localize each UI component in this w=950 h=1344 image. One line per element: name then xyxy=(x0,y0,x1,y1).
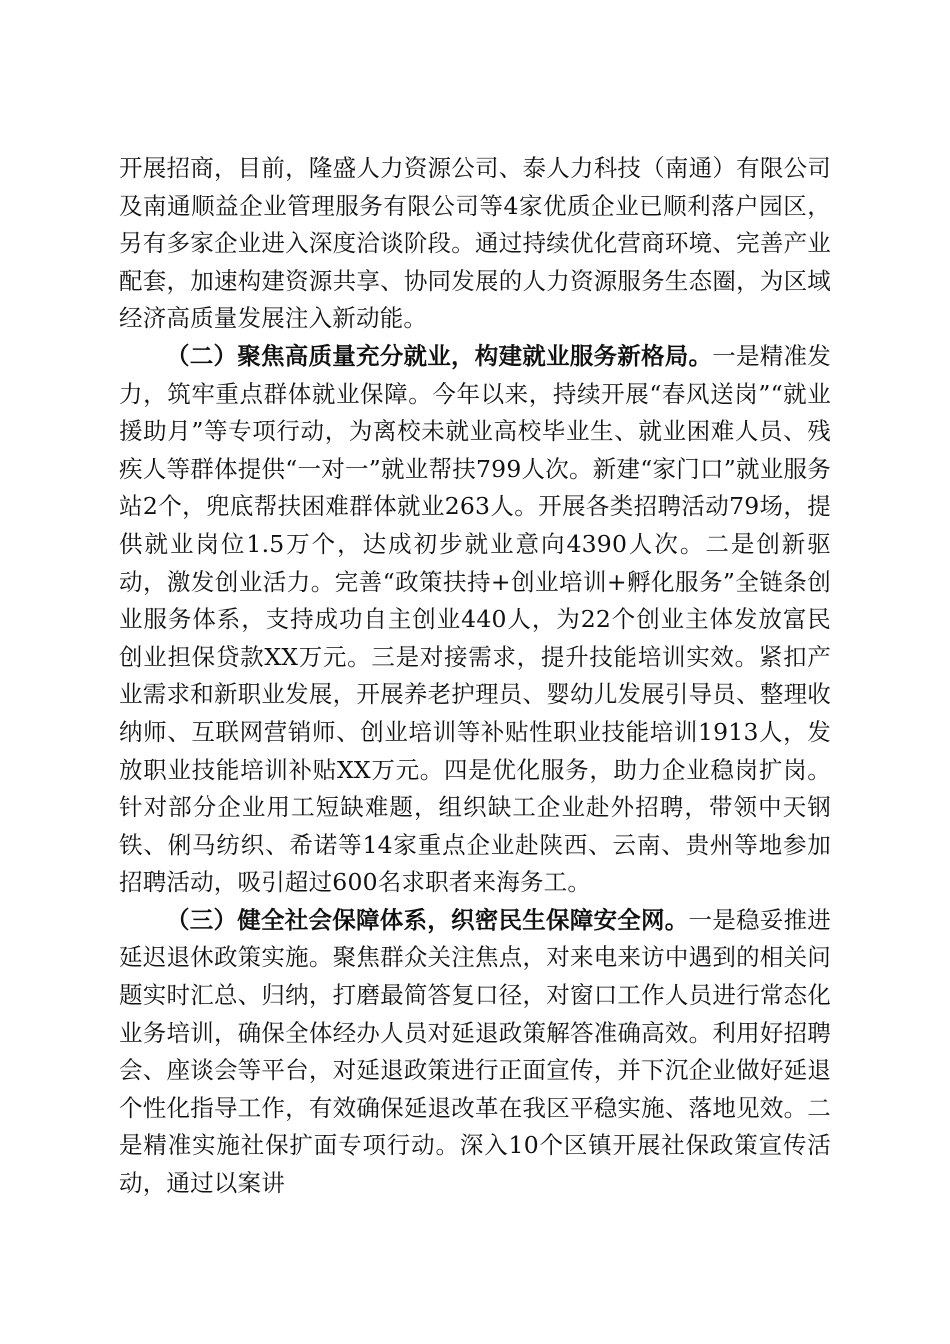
paragraph-1 xyxy=(119,150,831,338)
paragraph-2-body: 一是精准发力，筑牢重点群体就业保障。今年以来，持续开展“春风送岗”“就业援助月”等专项行动，为离校未就业高校毕业生、就业困难人员、残疾人等群体提供“一对一”就业帮扶799人次。新建“家门口”就业服务站2个，兜底帮扶困难群体就业263人。开展各类招聘活动79场，提供就业岗位1.5万个，达成初步就业意向4390人次。二是创新驱动，激发创业活力。完善“政策扶持+创业培训+孵化服务”全链条创业服务体系，支持成功自主创业440人，为22个创业主体发放富民创业担保贷款XX万元。三是对接需求，提升技能培训实效。紧扣产业需求和新职业发展，开展养老护理员、婴幼儿发展引导员、整理收纳师、互联网营销师、创业培训等补贴性职业技能培训1913人，发放职业技能培训补贴XX万元。四是优化服务，助力企业稳岗扩岗。针对部分企业用工短缺难题，组织缺工企业赴外招聘，带领中天钢铁、俐马纺织、希诺等14家重点企业赴陕西、云南、贵州等地参加招聘活动，吸引超过600名求职者来海务工。 xyxy=(119,341,832,897)
paragraph-2-heading: （二）聚焦高质量充分就业，构建就业服务新格局。 xyxy=(166,341,713,370)
paragraph-3 xyxy=(119,902,831,1203)
document-body xyxy=(119,150,831,1203)
paragraph-3-body: 一是稳妥推进延迟退休政策实施。聚焦群众关注焦点，对来电来访中遇到的相关问题实时汇总、归纳，打磨最简答复口径，对窗口工作人员进行常态化业务培训，确保全体经办人员对延退政策解答准确高效。利用好招聘会、座谈会等平台，对延退政策进行正面宣传，并下沉企业做好延退个性化指导工作，有效确保延退改革在我区平稳实施、落地见效。二是精准实施社保扩面专项行动。深入10个区镇开展社保政策宣传活动，通过以案讲 xyxy=(119,905,832,1198)
paragraph-1-body: 开展招商，目前，隆盛人力资源公司、泰人力科技（南通）有限公司及南通顺益企业管理服务有限公司等4家优质企业已顺利落户园区，另有多家企业进入深度洽谈阶段。通过持续优化营商环境、完善产业配套，加速构建资源共享、协同发展的人力资源服务生态圈，为区域经济高质量发展注入新动能。 xyxy=(119,154,831,333)
paragraph-2 xyxy=(119,338,831,902)
paragraph-3-heading: （三）健全社会保障体系，织密民生保障安全网。 xyxy=(166,905,689,934)
